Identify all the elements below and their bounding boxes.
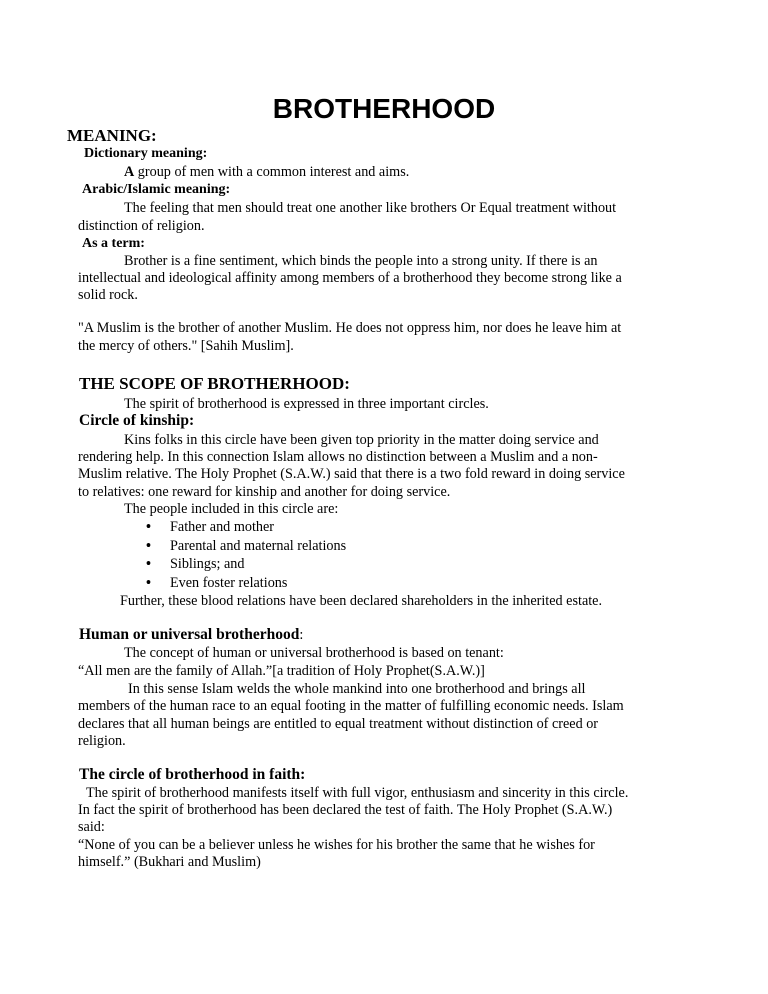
bullet-icon: • — [146, 519, 151, 535]
dictionary-meaning-label: Dictionary meaning: — [84, 146, 208, 161]
human-line1: The concept of human or universal brotherhood is based on tenant: — [124, 645, 504, 661]
hadith-line1: "A Muslim is the brother of another Muslim. He does not oppress him, nor does he leave him at — [78, 320, 622, 336]
faith-heading: The circle of brotherhood in faith: — [79, 766, 306, 783]
page-title: BROTHERHOOD — [272, 93, 496, 124]
kinship-closing: Further, these blood relations have been declared shareholders in the inherited estate. — [120, 593, 603, 609]
hadith-line2: the mercy of others." [Sahih Muslim]. — [78, 338, 294, 354]
scope-intro: The spirit of brotherhood is expressed in three important circles. — [124, 396, 489, 412]
kinship-line4: to relatives: one reward for kinship and another for doing service. — [78, 484, 451, 500]
arabic-meaning-line2: distinction of religion. — [78, 218, 205, 234]
meaning-heading: MEANING: — [67, 126, 157, 145]
human-line5: declares that all human beings are entitled to equal treatment without distinction of creed or — [78, 716, 599, 732]
human-brotherhood-heading: Human or universal brotherhood: — [79, 626, 304, 643]
faith-line3: said: — [78, 819, 105, 835]
human-line3: In this sense Islam welds the whole mankind into one brotherhood and brings all — [128, 681, 586, 697]
kinship-heading: Circle of kinship: — [79, 412, 195, 429]
faith-line1: The spirit of brotherhood manifests itself with full vigor, enthusiasm and sincerity in this circle. — [86, 785, 629, 801]
dictionary-meaning-text — [124, 163, 409, 181]
list-item: • Parental and maternal relations — [146, 538, 347, 554]
list-item: • Father and mother — [146, 519, 275, 535]
kinship-line2: rendering help. In this connection Islam allows no distinction between a Muslim and a non- — [78, 449, 598, 465]
term-line1: Brother is a fine sentiment, which binds the people into a strong unity. If there is an — [124, 253, 598, 269]
bullet-icon: • — [146, 556, 151, 572]
faith-line5: himself.” (Bukhari and Muslim) — [78, 854, 261, 870]
dictionary-lead: A — [124, 164, 135, 180]
arabic-meaning-line1: The feeling that men should treat one another like brothers Or Equal treatment without — [124, 200, 617, 216]
dictionary-rest: group of men with a common interest and aims. — [134, 164, 410, 180]
faith-line2: In fact the spirit of brotherhood has been declared the test of faith. The Holy Prophet (S.A.W.) — [78, 802, 613, 818]
human-line2: “All men are the family of Allah.”[a tradition of Holy Prophet(S.A.W.)] — [78, 663, 485, 679]
faith-line4: “None of you can be a believer unless he wishes for his brother the same that he wishes for — [78, 837, 595, 853]
scope-heading: THE SCOPE OF BROTHERHOOD: — [79, 374, 350, 393]
human-line4: members of the human race to an equal footing in the matter of fulfilling economic needs. Islam — [78, 698, 624, 714]
list-item: • Siblings; and — [146, 556, 245, 572]
human-line6: religion. — [78, 733, 126, 749]
term-line3: solid rock. — [78, 287, 138, 303]
arabic-meaning-label: Arabic/Islamic meaning: — [82, 182, 231, 197]
as-a-term-label: As a term: — [82, 236, 145, 251]
list-item: • Even foster relations — [146, 575, 288, 591]
kinship-line1: Kins folks in this circle have been given top priority in the matter doing service and — [124, 432, 599, 448]
bullet-icon: • — [146, 575, 151, 591]
bullet-icon: • — [146, 538, 151, 554]
term-line2: intellectual and ideological affinity among members of a brotherhood they become strong like a — [78, 270, 622, 286]
kinship-line5: The people included in this circle are: — [124, 501, 339, 517]
kinship-line3: Muslim relative. The Holy Prophet (S.A.W.) said that there is a two fold reward in doing service — [78, 466, 625, 482]
